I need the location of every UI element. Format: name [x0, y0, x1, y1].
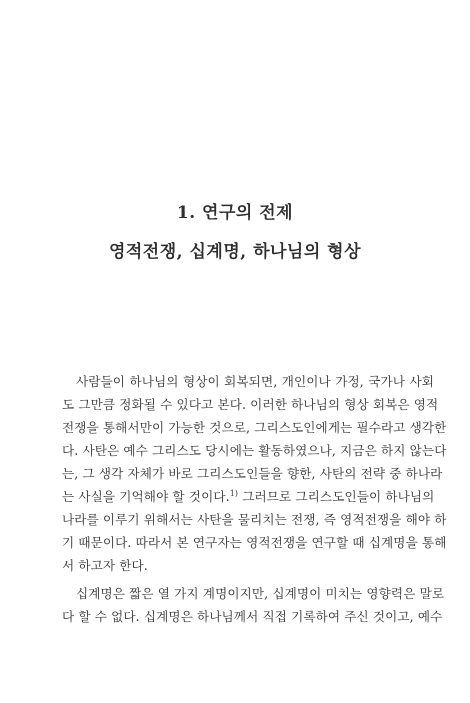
body-text	[62, 370, 447, 628]
paragraph-1	[62, 370, 447, 577]
text-line: 도 그만큼 정화될 수 있다고 본다. 이러한 하나님의 형상 회복은 영적	[62, 397, 439, 412]
chapter-title: 1. 연구의 전제	[176, 203, 294, 223]
text-line: 다 할 수 없다. 십계명은 하나님께서 직접 기록하여 주신 것이고, 예수	[62, 609, 443, 624]
text-line: 다. 사탄은 예수 그리스도 당시에는 활동하였으나, 지금은 하지 않는다	[62, 443, 447, 458]
text-line: 기 때문이다. 따라서 본 연구자는 영적전쟁을 연구할 때 십계명을 통해	[62, 535, 447, 550]
text-line: 서 하고자 한다.	[62, 558, 148, 573]
text-line: 전쟁을 통해서만이 가능한 것으로, 그리스도인에게는 필수라고 생각한	[62, 420, 447, 435]
text-line: 십계명은 짧은 열 가지 계명이지만, 십계명이 미치는 영향력은 말로	[76, 586, 445, 601]
text-line-with-footnote	[62, 485, 434, 508]
paragraph-2	[62, 582, 445, 628]
text-segment: 그러므로 그리스도인들이 하나님의	[238, 489, 435, 504]
footnote-marker[interactable]: 1)	[229, 488, 239, 498]
text-line: 는, 그 생각 자체가 바로 그리스도인들을 향한, 사탄의 전략 중 하나라	[62, 466, 443, 481]
text-line: 나라를 이루기 위해서는 사탄을 물리치는 전쟁, 즉 영적전쟁을 해야 하	[62, 512, 447, 527]
chapter-subtitle: 영적전쟁, 십계명, 하나님의 형상	[108, 242, 362, 262]
text-segment: 는 사실을 기억해야 할 것이다.	[62, 489, 230, 504]
text-line: 사람들이 하나님의 형상이 회복되면, 개인이나 가정, 국가나 사회	[76, 374, 434, 389]
